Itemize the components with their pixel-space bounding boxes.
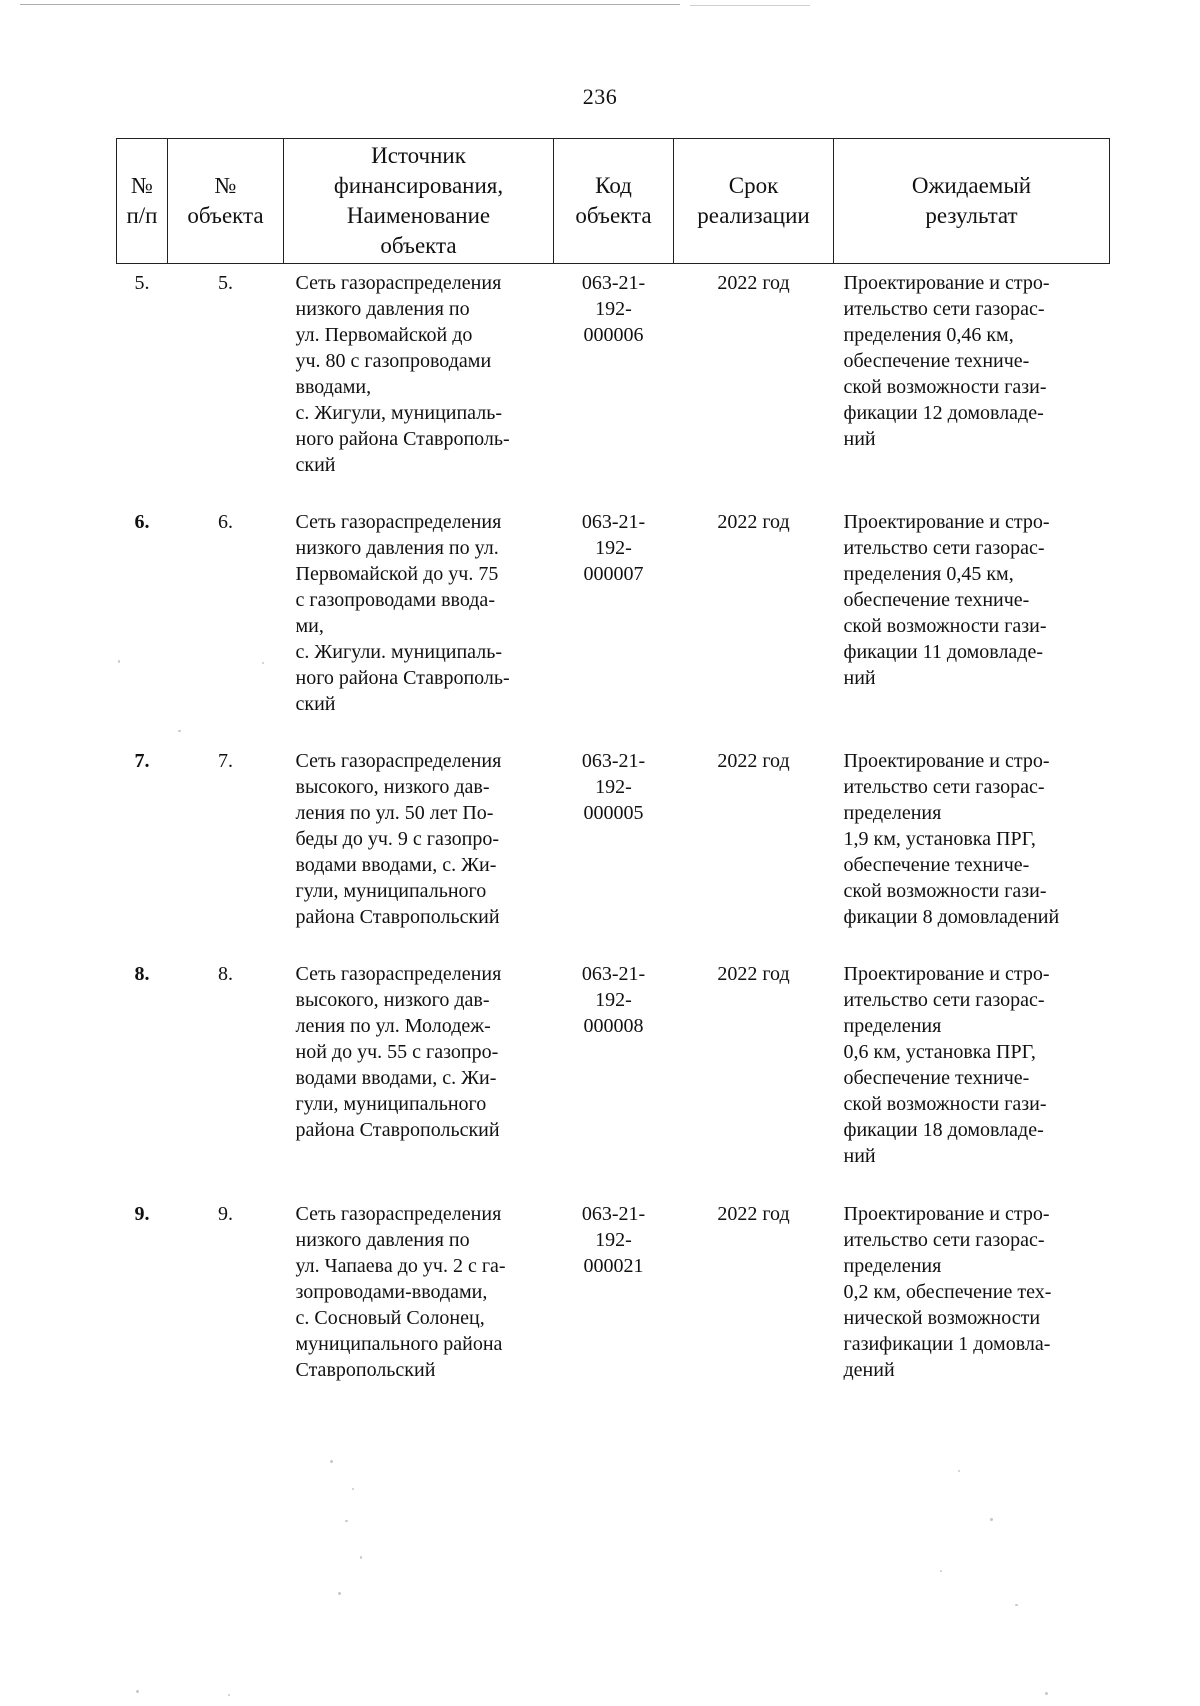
row-number: 5. bbox=[134, 272, 150, 294]
scan-speck bbox=[990, 1518, 993, 1521]
row-number: 7. bbox=[134, 750, 150, 772]
object-code: 063-21- 192- 000006 bbox=[581, 272, 646, 346]
implementation-term: 2022 год bbox=[717, 511, 790, 533]
table-row bbox=[117, 1198, 1110, 1401]
implementation-term: 2022 год bbox=[717, 963, 790, 985]
row-number: 9. bbox=[134, 1203, 150, 1225]
object-number: 6. bbox=[218, 511, 233, 533]
row-number: 8. bbox=[134, 963, 150, 985]
implementation-term: 2022 год bbox=[717, 1203, 790, 1225]
table-row bbox=[117, 264, 1110, 506]
object-code: 063-21- 192- 000007 bbox=[581, 511, 646, 585]
scan-speck bbox=[118, 660, 120, 663]
object-number: 9. bbox=[218, 1203, 233, 1225]
object-number: 7. bbox=[218, 750, 233, 772]
object-code: 063-21- 192- 000021 bbox=[581, 1203, 646, 1277]
object-name: Сеть газораспределения низкого давления по ул. Первомайской до уч. 80 с газопроводами вводами, с. Жигули, муниципаль- ного района Ставрополь- ский bbox=[295, 272, 510, 476]
object-number: 5. bbox=[218, 272, 233, 294]
header-row-number: № п/п bbox=[117, 139, 168, 264]
scan-speck bbox=[360, 1556, 362, 1559]
header-expected-result: Ожидаемый результат bbox=[834, 139, 1110, 264]
expected-result: Проектирование и стро- ительство сети газорас- пределения 0,46 км, обеспечение техниче- ской возможности гази- фикации 12 домовладе- ний bbox=[843, 272, 1050, 450]
page-number: 236 bbox=[582, 84, 618, 109]
object-name: Сеть газораспределения низкого давления по ул. Первомайской до уч. 75 с газопроводами ввода- ми, с. Жигули. муниципаль- ного района Ставрополь- ский bbox=[295, 511, 510, 715]
expected-result: Проектирование и стро- ительство сети газорас- пределения 0,45 км, обеспечение техниче- ской возможности гази- фикации 11 домовладе- ний bbox=[843, 511, 1050, 689]
objects-table bbox=[116, 138, 1110, 1401]
scan-speck bbox=[262, 662, 264, 664]
implementation-term: 2022 год bbox=[717, 272, 790, 294]
scan-artifact-line bbox=[20, 4, 680, 5]
scan-speck bbox=[352, 1488, 354, 1490]
row-number: 6. bbox=[134, 511, 150, 533]
object-code: 063-21- 192- 000008 bbox=[581, 963, 646, 1037]
header-object-number: № объекта bbox=[168, 139, 284, 264]
table-row bbox=[117, 958, 1110, 1198]
expected-result: Проектирование и стро- ительство сети газорас- пределения 0,2 км, обеспечение тех- нической возможности газификации 1 домовла- дений bbox=[843, 1203, 1052, 1381]
scan-speck bbox=[1015, 1604, 1018, 1606]
object-name: Сеть газораспределения низкого давления по ул. Чапаева до уч. 2 с га- зопроводами-вводами, с. Сосновый Солонец, муниципального района Ставропольский bbox=[295, 1203, 506, 1381]
expected-result: Проектирование и стро- ительство сети газорас- пределения 0,6 км, установка ПРГ, обеспечение техниче- ской возможности гази- фикации 18 домовладе- ний bbox=[843, 963, 1050, 1167]
header-implementation-term: Срок реализации bbox=[674, 139, 834, 264]
scan-speck bbox=[940, 1570, 942, 1572]
scan-speck bbox=[330, 1460, 333, 1463]
object-number: 8. bbox=[218, 963, 233, 985]
implementation-term: 2022 год bbox=[717, 750, 790, 772]
object-name: Сеть газораспределения высокого, низкого дав- ления по ул. Молодеж- ной до уч. 55 с газопро- водами вводами, с. Жи- гули, муниципального района Ставропольский bbox=[295, 963, 502, 1141]
header-funding-source-name: Источник финансирования, Наименование объекта bbox=[284, 139, 554, 264]
scan-artifact-line bbox=[690, 5, 810, 6]
scan-speck bbox=[338, 1592, 341, 1595]
table-row bbox=[117, 505, 1110, 745]
scan-speck bbox=[178, 730, 181, 732]
expected-result: Проектирование и стро- ительство сети газорас- пределения 1,9 км, установка ПРГ, обеспечение техниче- ской возможности гази- фикации 8 домовладений bbox=[843, 750, 1060, 928]
object-code: 063-21- 192- 000005 bbox=[581, 750, 646, 824]
table-header-row bbox=[117, 139, 1110, 264]
table-row bbox=[117, 745, 1110, 958]
scan-speck bbox=[958, 1470, 960, 1472]
scan-speck bbox=[1045, 1692, 1048, 1695]
scan-speck bbox=[345, 1520, 348, 1522]
scan-speck bbox=[228, 1694, 230, 1696]
object-name: Сеть газораспределения высокого, низкого дав- ления по ул. 50 лет По- беды до уч. 9 с газопро- водами вводами, с. Жи- гули, муниципального района Ставропольский bbox=[295, 750, 502, 928]
scan-speck bbox=[136, 1690, 139, 1693]
header-object-code: Код объекта bbox=[554, 139, 674, 264]
